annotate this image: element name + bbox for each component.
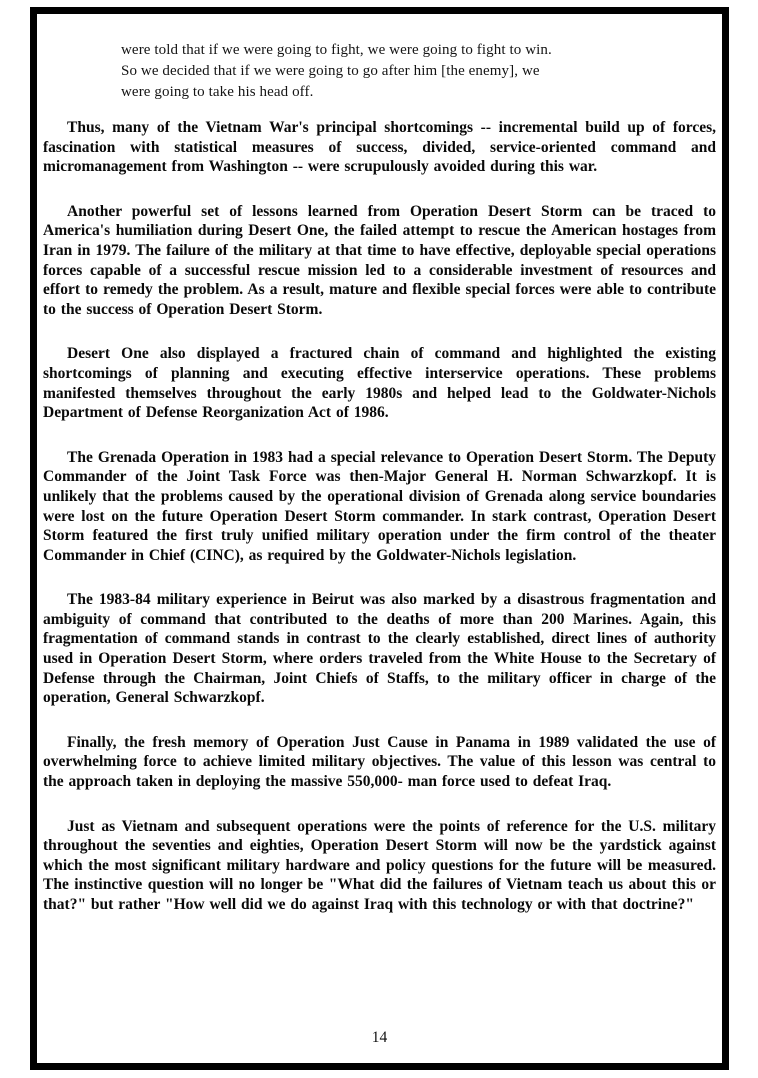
page-number: 14 xyxy=(371,1029,388,1046)
document-page xyxy=(43,40,716,1063)
paragraph-desert-one-lessons: Another powerful set of lessons learned from Operation Desert Storm can be traced to America's humiliation during Desert One, the failed attempt to rescue the American hostages from Iran in 1979. The failure of the military at that time to have effective, deployable special operations forces capable of a successful rescue mission led to a considerable investment of resources and effort to remedy the problem. As a result, mature and flexible special forces were able to contribute to the success of Operation Desert Storm. xyxy=(43,202,716,318)
paragraph-yardstick: Just as Vietnam and subsequent operations were the points of reference for the U.S. military throughout the seventies and eighties, Operation Desert Storm will now be the yardstick against which the most significant military hardware and policy questions for the future will be measured. The instinctive question will no longer be "What did the failures of Vietnam teach us about this or that?" but rather "How well did we do against Iraq with this technology or with that doctrine?" xyxy=(43,817,716,913)
quote-line: were told that if we were going to fight, we were going to fight to win. xyxy=(121,42,552,58)
paragraph-vietnam-shortcomings: Thus, many of the Vietnam War's principal shortcomings -- incremental build up of forces, fascination with statistical measures of success, divided, service-oriented command and micromanagement from Washington -- were scrupulously avoided during this war. xyxy=(43,119,716,176)
paragraph-just-cause: Finally, the fresh memory of Operation Just Cause in Panama in 1989 validated the use of overwhelming force to achieve limited military objectives. The value of this lesson was central to the approach taken in deploying the massive 550,000- man force used to defeat Iraq. xyxy=(43,733,716,791)
paragraph-beirut-experience: The 1983-84 military experience in Beirut was also marked by a disastrous fragmentation and ambiguity of command that contributed to the deaths of more than 200 Marines. Again, this fragmentation of command stands in contrast to the clearly established, direct lines of authority used in Operation Desert Storm, where orders traveled from the White House to the Secretary of Defense through the Chairman, Joint Chiefs of Staffs, to the military officer in charge of the operation, General Schwarzkopf. xyxy=(43,591,716,707)
block-quote xyxy=(121,40,656,103)
quote-line: So we decided that if we were going to go after him [the enemy], we xyxy=(121,63,540,79)
page-border xyxy=(30,7,729,1070)
quote-line: were going to take his head off. xyxy=(121,84,314,100)
paragraph-grenada-operation: The Grenada Operation in 1983 had a special relevance to Operation Desert Storm. The Deputy Commander of the Joint Task Force was then-Major General H. Norman Schwarzkopf. It is unlikely that the problems caused by the operational division of Grenada along service boundaries were lost on the future Operation Desert Storm commander. In stark contrast, Operation Desert Storm featured the first truly unified military operation under the firm control of the theater Commander in Chief (CINC), as required by the Goldwater-Nichols legislation. xyxy=(43,448,716,564)
paragraph-goldwater-nichols: Desert One also displayed a fractured chain of command and highlighted the existing shortcomings of planning and executing effective interservice operations. These problems manifested themselves throughout the early 1980s and helped lead to the Goldwater-Nichols Department of Defense Reorganization Act of 1986. xyxy=(43,345,716,422)
